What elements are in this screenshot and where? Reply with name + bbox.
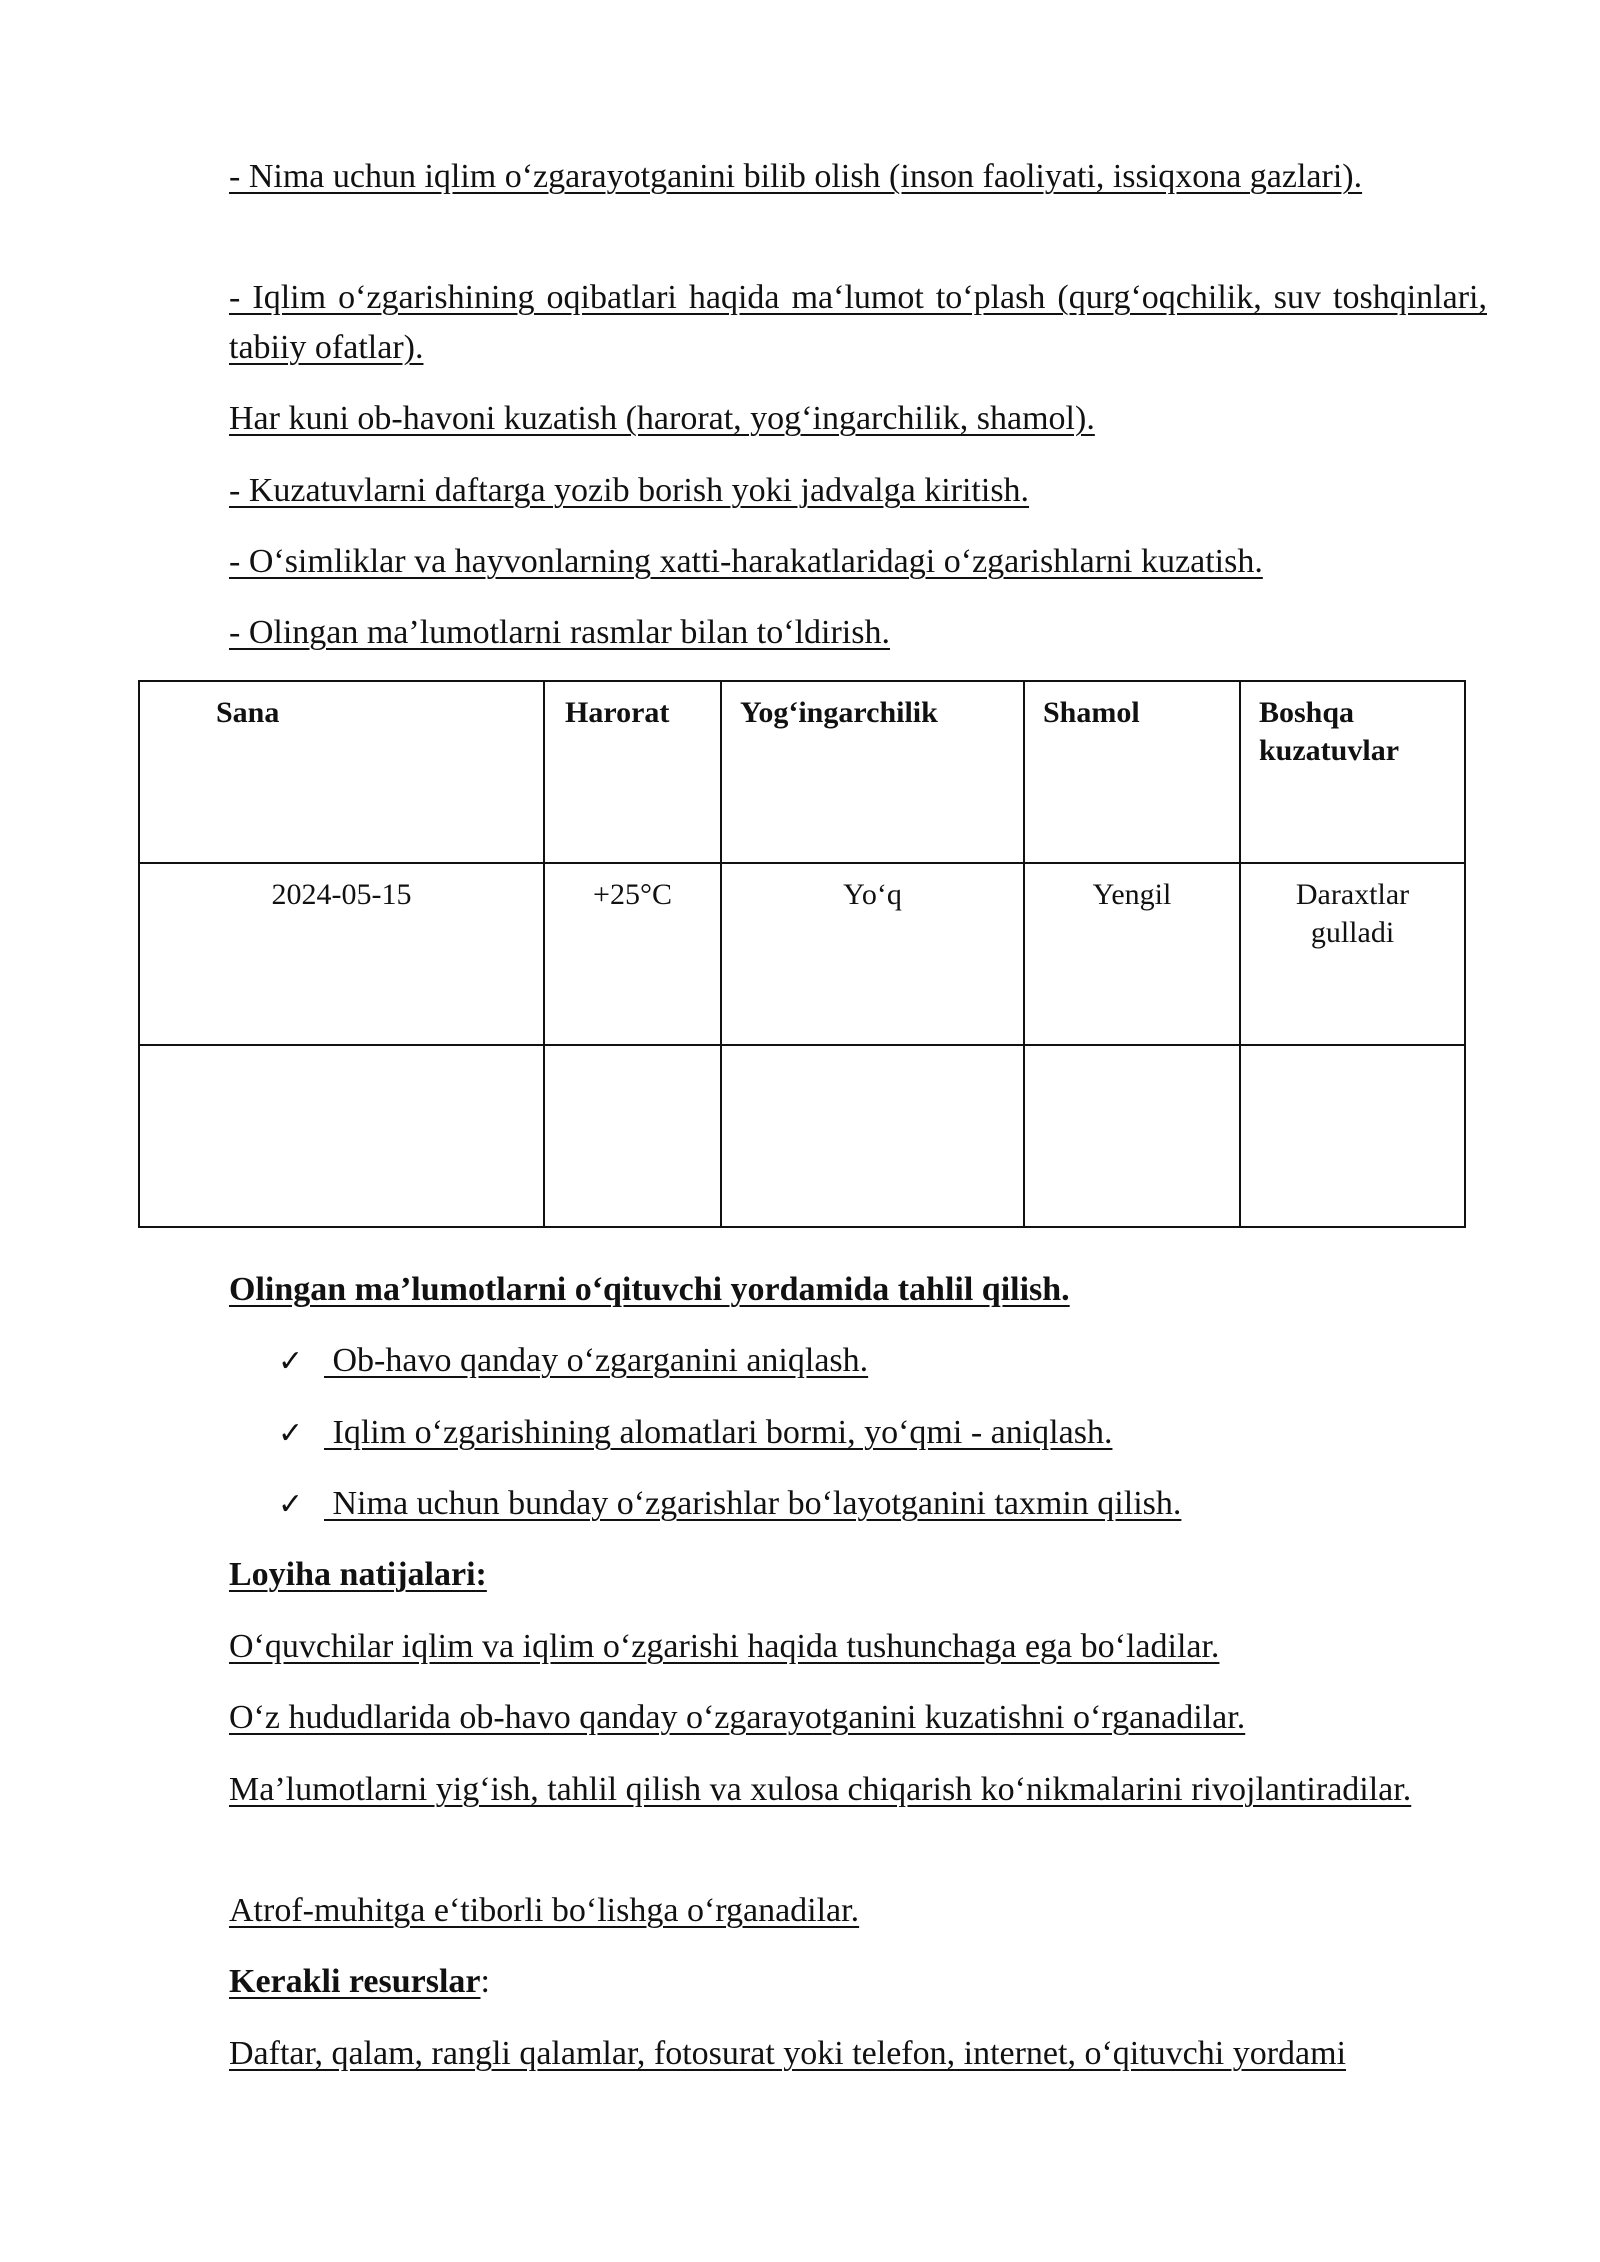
cell-harorat: +25°C — [544, 863, 721, 1045]
table-row — [139, 863, 1465, 1045]
checkmark-icon: ✓ — [278, 1487, 304, 1522]
analysis-item-text: Ob-havo qanday oʻzgarganini aniqlash. — [324, 1342, 869, 1379]
cell-shamol: Yengil — [1024, 863, 1240, 1045]
analysis-item-text: Nima uchun bunday oʻzgarishlar boʻlayotganini taxmin qilish. — [324, 1485, 1182, 1522]
table-row — [139, 1045, 1465, 1227]
resources-text: Daftar, qalam, rangli qalamlar, fotosurat yoki telefon, internet, oʻqituvchi yordami — [229, 2035, 1347, 2072]
results-item-4: Atrof-muhitga eʻtiborli boʻlishga oʻrganadilar. — [229, 1892, 860, 1929]
intro-item-4: - Kuzatuvlarni daftarga yozib borish yoki jadvalga kiritish. — [229, 472, 1030, 509]
results-item-1: Oʻquvchilar iqlim va iqlim oʻzgarishi haqida tushunchaga ega boʻladilar. — [229, 1628, 1220, 1665]
header-sana: Sana — [139, 681, 544, 863]
cell-empty — [1024, 1045, 1240, 1227]
cell-boshqa: Daraxtlar gulladi — [1240, 863, 1465, 1045]
resources-heading-line — [229, 1957, 1487, 2007]
resources-colon: : — [480, 1963, 490, 2000]
header-yogingarchilik: Yogʻingarchilik — [721, 681, 1024, 863]
analysis-item-2 — [278, 1408, 1112, 1459]
results-item-3: Ma’lumotlarni yigʻish, tahlil qilish va xulosa chiqarish koʻnikmalarini rivojlantiradilar. — [229, 1771, 1412, 1808]
analysis-item-1 — [278, 1336, 868, 1387]
intro-item-2: - Iqlim oʻzgarishining oqibatlari haqida maʻlumot toʻplash (qurgʻoqchilik, suv toshqinlari, tabiiy ofatlar). — [229, 279, 1487, 366]
intro-item-3: Har kuni ob-havoni kuzatish (harorat, yogʻingarchilik, shamol). — [229, 400, 1095, 437]
intro-item-5: - Oʻsimliklar va hayvonlarning xatti-harakatlaridagi oʻzgarishlarni kuzatish. — [229, 543, 1263, 580]
table-header-row — [139, 681, 1465, 863]
analysis-item-3 — [278, 1479, 1181, 1530]
analysis-heading: Olingan ma’lumotlarni oʻqituvchi yordamida tahlil qilish. — [229, 1271, 1070, 1308]
intro-item-6: - Olingan ma’lumotlarni rasmlar bilan toʻldirish. — [229, 614, 890, 651]
cell-sana: 2024-05-15 — [139, 863, 544, 1045]
results-item-2: Oʻz hududlarida ob-havo qanday oʻzgarayotganini kuzatishni oʻrganadilar. — [229, 1699, 1246, 1736]
cell-yogingarchilik: Yoʻq — [721, 863, 1024, 1045]
cell-empty — [544, 1045, 721, 1227]
cell-empty — [1240, 1045, 1465, 1227]
cell-empty — [139, 1045, 544, 1227]
observation-table — [138, 680, 1466, 1228]
analysis-item-text: Iqlim oʻzgarishining alomatlari bormi, yoʻqmi - aniqlash. — [324, 1414, 1113, 1451]
header-harorat: Harorat — [544, 681, 721, 863]
intro-item-1: - Nima uchun iqlim oʻzgarayotganini bilib olish (inson faoliyati, issiqxona gazlari). — [229, 158, 1363, 195]
resources-heading: Kerakli resurslar — [229, 1963, 481, 2000]
header-shamol: Shamol — [1024, 681, 1240, 863]
header-boshqa-kuzatuvlar: Boshqa kuzatuvlar — [1240, 681, 1465, 863]
results-heading: Loyiha natijalari: — [229, 1556, 487, 1593]
cell-empty — [721, 1045, 1024, 1227]
checkmark-icon: ✓ — [278, 1416, 304, 1451]
checkmark-icon: ✓ — [278, 1344, 304, 1379]
